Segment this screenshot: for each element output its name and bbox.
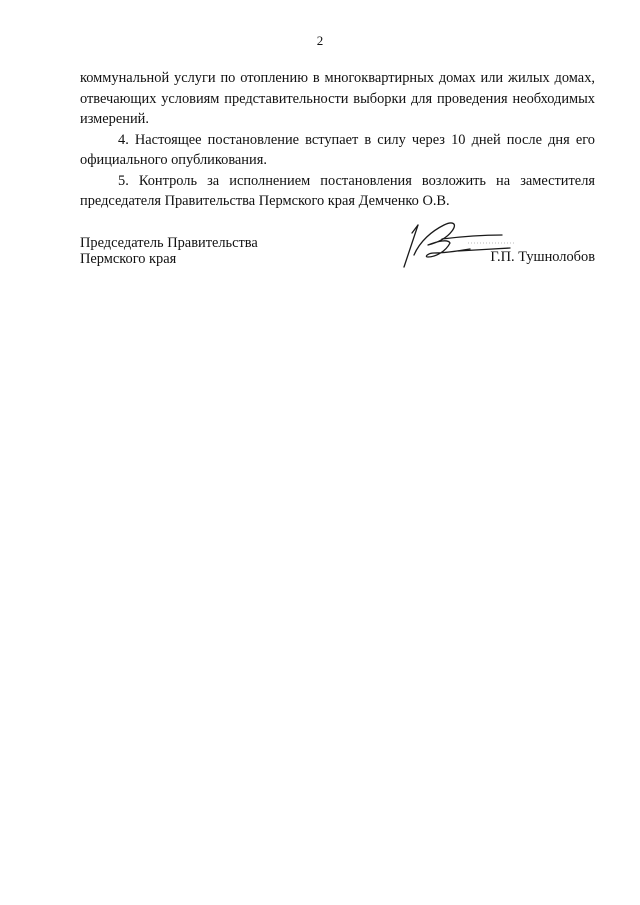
paragraph-continuation: коммунальной услуги по отоплению в многоквартирных домах или жилых домах, отвечающих условиям представительности выборки для проведения необходимых измерений. — [80, 70, 595, 127]
signer-title-line-2: Пермского края — [80, 251, 177, 267]
paragraph-item-5: 5. Контроль за исполнением постановления возложить на заместителя председателя Правительства Пермского края Демченко О.В. — [80, 172, 595, 209]
signer-title — [80, 235, 258, 267]
signature-block — [80, 235, 595, 275]
signer-title-line-1: Председатель Правительства — [80, 235, 258, 251]
page-number: 2 — [316, 33, 324, 48]
paragraph-item-4: 4. Настоящее постановление вступает в силу через 10 дней после дня его официального опубликования. — [80, 131, 595, 168]
signer-name: Г.П. Тушнолобов — [490, 249, 595, 265]
document-body — [80, 68, 595, 212]
